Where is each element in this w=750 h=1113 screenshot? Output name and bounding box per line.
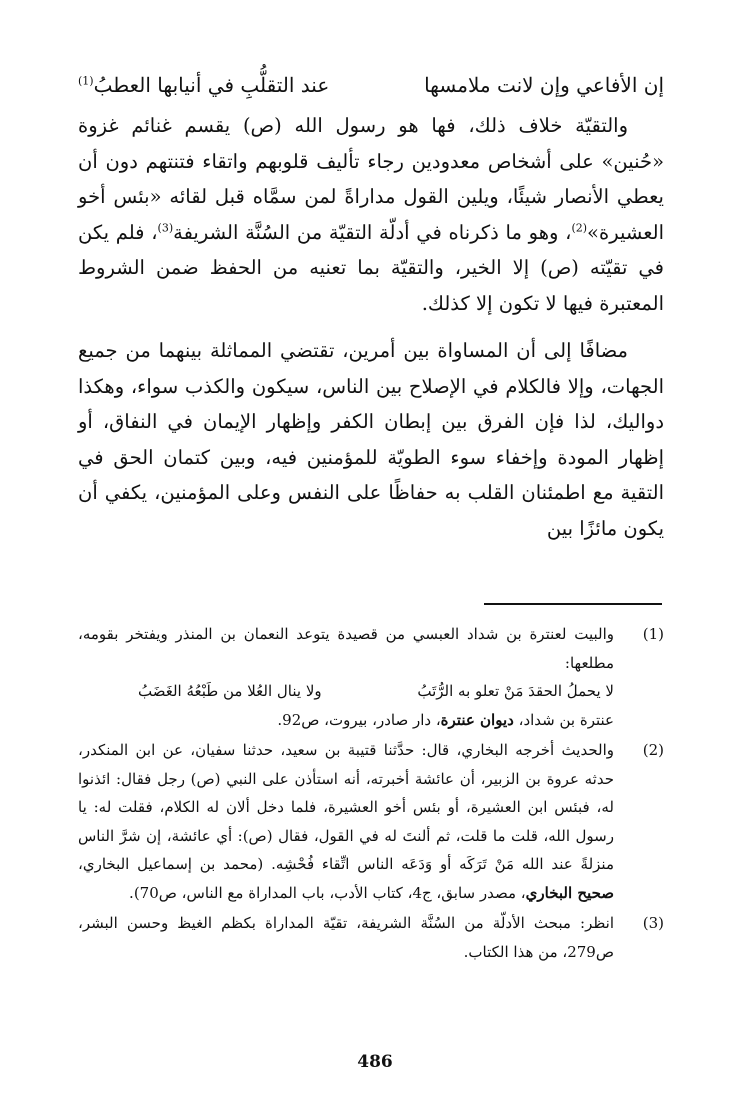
footnote-text: والحديث أخرجه البخاري، قال: حدَّثنا قتيبة بن سعيد، حدثنا سفيان، عن ابن المنكدر، حدثه عروة بن الزبير، أن عائشة أخبرته، أنه استأذن على النبي (ص) رجل فقال: ائذنوا له، فبئس ابن العشيرة، أو بئس أخو العشيرة، فلما دخل ألان له الكلام، فقلت له: يا رسول الله، قلت ما قلت، ثم ألنتَ له في القول، فقال (ص): أي عائشة، إن شرَّ الناس منزلةً عند الله مَنْ تَرَكَه أو وَدَعَه الناس اتِّقاء فُحْشِه. (محمد بن إسماعيل البخاري، صحيح البخاري، مصدر سابق، ج4، كتاب الأدب، باب المداراة مع الناس، ص70). [78, 741, 614, 902]
footnote-number: (3) [642, 914, 664, 932]
footnote-number: (1) [642, 625, 664, 643]
main-text [78, 108, 664, 558]
footnote-text: والبيت لعنترة بن شداد العبسي من قصيدة يتوعد النعمان بن المنذر ويفتخر بقومه، مطلعها: [78, 625, 614, 672]
footnote-2 [78, 736, 664, 907]
footnote-ref-1[interactable]: (1) [78, 74, 94, 88]
poem-verse [78, 68, 664, 102]
book-title: صحيح البخاري [525, 883, 614, 902]
footnote-number: (2) [642, 741, 664, 759]
book-title: ديوان عنترة [440, 710, 514, 729]
paragraph-1: والتقيّة خلاف ذلك، فها هو رسول الله (ص) يقسم غنائم غزوة «حُنين» على أشخاص معدودين رجاء تأليف قلوبهم واتقاء فتنتهم دون أن يعطي الأنصار شيئًا، ويلين القول مداراةً لمن سمَّاه قبل لقائه «بئس أخو العشيرة»$^{(2)}$، وهو ما ذكرناه في أدلّة التقيّة من السُنَّة الشريفة$^{(3)}$، فلم يكن في تقيّته (ص) إلا الخير، والتقيّة بما تعنيه من الحفظ ضمن الشروط المعتبرة فيها لا تكون إلا كذلك. [78, 114, 664, 315]
verse-hemistich-second: عند التقلُّبِ في أنيابها العطبُ$^{(1)}$ [78, 73, 330, 97]
footnotes [78, 620, 664, 968]
footnote-1 [78, 620, 664, 734]
footnote-poem [78, 677, 614, 706]
poem-hemistich-second: ولا ينال العُلا من طَبْعُهُ الغَضَبُ [138, 682, 322, 700]
verse-hemistich-first: إن الأفاعي وإن لانت ملامسها [424, 73, 664, 97]
poem-hemistich-first: لا يحملُ الحقدَ مَنْ تعلو به الرُّتَبُ [417, 682, 614, 700]
footnote-divider [484, 603, 662, 605]
page-number: 486 [357, 1052, 393, 1072]
footnote-text: انظر: مبحث الأدلّة من السُنَّة الشريفة، تقيّة المداراة بكظم الغيظ وحسن البشر، ص279، من هذا الكتاب. [78, 914, 614, 961]
footnote-ref-3[interactable]: (3) [157, 221, 174, 234]
footnote-source: عنترة بن شداد، ديوان عنترة، دار صادر، بيروت، ص92. [277, 710, 614, 729]
paragraph-2: مضافًا إلى أن المساواة بين أمرين، تقتضي المماثلة بينهما من جميع الجهات، وإلا فالكلام في الإصلاح بين الناس، سيكون والكذب سواء، وهكذا دواليك، لذا فإن الفرق بين إبطان الكفر وإظهار الإيمان في النفاق، أو إظهار المودة وإخفاء سوء الطويّة للمؤمنين فيه، وبين كتمان الحق في التقية مع اطمئنان القلب به حفاظًا على النفس وعلى المؤمنين، يكفي أن يكون مائزًا بين [78, 339, 664, 540]
footnote-ref-2[interactable]: (2) [571, 221, 588, 234]
footnote-3 [78, 909, 664, 966]
